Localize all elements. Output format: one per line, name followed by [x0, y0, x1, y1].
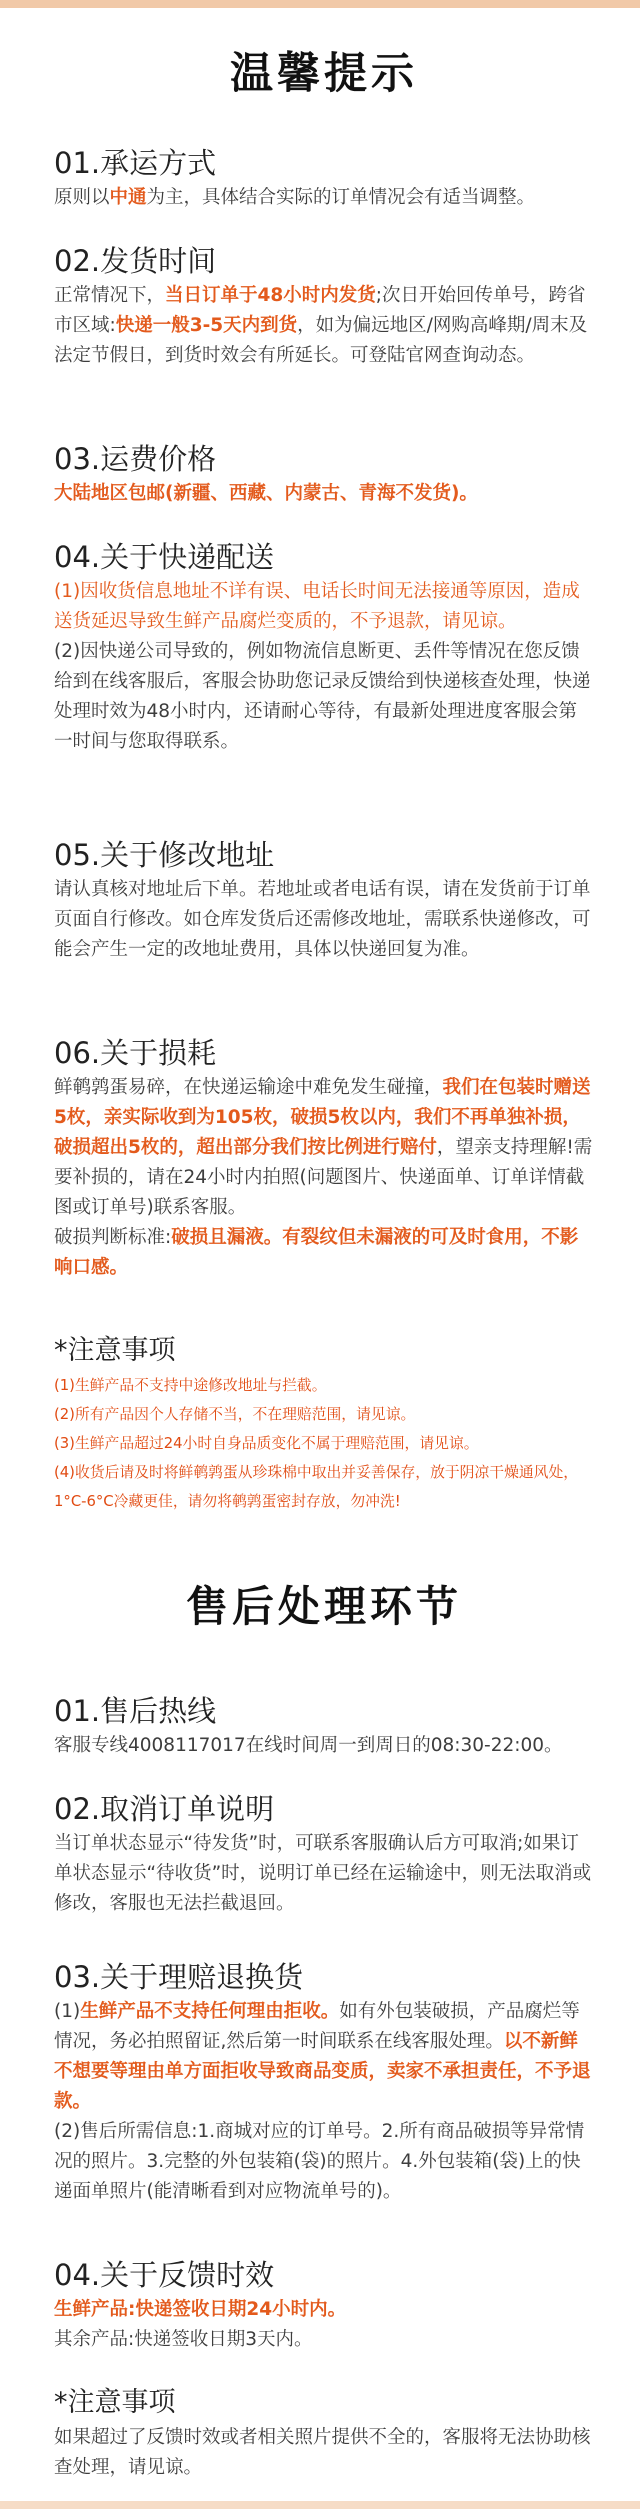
- aftersale-title: 售后处理环节: [185, 1582, 462, 1631]
- section-heading: 06.关于损耗: [54, 1036, 217, 1070]
- section-text: 如果超过了反馈时效或者相关照片提供不全的，客服将无法协助核查处理，请见谅。: [54, 2427, 591, 2478]
- section-heading: 02.发货时间: [54, 244, 217, 278]
- bottom-accent-bar: [0, 2501, 640, 2509]
- section-heading: 04.关于快递配送: [54, 540, 275, 574]
- top-accent-bar: [0, 0, 640, 8]
- section-hotline: [54, 1691, 594, 1761]
- page-title: 温馨提示: [230, 49, 418, 99]
- section-text-2: (2)售后所需信息:1.商城对应的订单号。2.所有商品破损等异常情况的照片。3.完整的外包装箱(袋)的照片。4.外包装箱(袋)上的快递面单照片(能清晰看到对应物流单号的)。: [54, 2121, 585, 2202]
- section-heading: 02.取消订单说明: [54, 1792, 275, 1826]
- section-text-1: (1)生鲜产品不支持任何理由拒收。如有外包装破损，产品腐烂等情况，务必拍照留证,然后第一时间联系在线客服处理。以不新鲜不想要等理由单方面拒收导致商品变质，卖家不承担责任，不予退款。: [54, 2001, 591, 2112]
- section-text-1: 生鲜产品:快递签收日期24小时内。: [54, 2299, 347, 2320]
- section-text: 客服专线4008117017在线时间周一到周日的08:30-22:00。: [54, 1735, 563, 1756]
- section-text: 正常情况下，当日订单于48小时内发货;次日开始回传单号，跨省市区域:快递一般3-5天内到货，如为偏远地区/网购高峰期/周末及法定节假日，到货时效会有所延长。可登陆官网查询动态。: [54, 285, 588, 366]
- section-shipping-fee: [54, 439, 594, 509]
- note-item: (3)生鲜产品超过24小时自身品质变化不属于理赔范围，请见谅。: [54, 1435, 479, 1452]
- section-delivery-time: [54, 241, 594, 371]
- section-heading: 05.关于修改地址: [54, 838, 275, 872]
- section-text-2: (2)因快递公司导致的，例如物流信息断更、丢件等情况在您反馈给到在线客服后，客服会协助您记录反馈给到快递核查处理，快递处理时效为48小时内，还请耐心等待，有最新处理进度客服会第一时间与您取得联系。: [54, 641, 591, 752]
- section-breakage: [54, 1033, 594, 1283]
- section-text: 请认真核对地址后下单。若地址或者电话有误，请在发货前于订单页面自行修改。如仓库发货后还需修改地址，需联系快递修改，可能会产生一定的改地址费用，具体以快递回复为准。: [54, 879, 591, 960]
- section-heading: 03.运费价格: [54, 442, 217, 476]
- section-text: 大陆地区包邮(新疆、西藏、内蒙古、青海不发货)。: [54, 483, 478, 504]
- section-heading: 01.售后热线: [54, 1694, 217, 1728]
- section-text: 当订单状态显示“待发货”时，可联系客服确认后方可取消;如果订单状态显示“待收货”时，说明订单已经在运输途中，则无法取消或修改，客服也无法拦截退回。: [54, 1833, 592, 1914]
- note-item: (2)所有产品因个人存储不当，不在理赔范围，请见谅。: [54, 1406, 416, 1423]
- section-heading: 03.关于理赔退换货: [54, 1960, 304, 1994]
- section-text-1: 鲜鹌鹑蛋易碎，在快递运输途中难免发生碰撞，我们在包装时赠送5枚，亲实际收到为105枚，破损5枚以内，我们不再单独补损，破损超出5枚的，超出部分我们按比例进行赔付，望亲支持理解!需要补损的，请在24小时内拍照(问题图片、快递面单、订单详情截图或订单号)联系客服。: [54, 1077, 593, 1218]
- section-cancel-order: [54, 1789, 594, 1919]
- section-heading: 01.承运方式: [54, 146, 217, 180]
- section-text-1: (1)因收货信息地址不详有误、电话长时间无法接通等原因，造成送货延迟导致生鲜产品腐烂变质的，不予退款，请见谅。: [54, 581, 580, 632]
- section-text: 原则以中通为主，具体结合实际的订单情况会有适当调整。: [54, 187, 536, 208]
- notes-heading: *注意事项: [54, 1335, 176, 1366]
- note-item: (4)收货后请及时将鲜鹌鹑蛋从珍珠棉中取出并妥善保存，放于阴凉干燥通风处，1°C-6°C冷藏更佳，请勿将鹌鹑蛋密封存放，勿冲洗!: [54, 1464, 579, 1510]
- section-text-2: 其余产品:快递签收日期3天内。: [54, 2329, 313, 2350]
- section-change-address: [54, 835, 594, 965]
- note-item: (1)生鲜产品不支持中途修改地址与拦截。: [54, 1377, 327, 1394]
- section-text-2: 破损判断标准:破损且漏液。有裂纹但未漏液的可及时食用，不影响口感。: [54, 1227, 579, 1278]
- notes-part1: [54, 1331, 594, 1516]
- section-heading: 04.关于反馈时效: [54, 2258, 275, 2292]
- section-delivery: [54, 537, 594, 757]
- section-claims: [54, 1957, 594, 2207]
- notes-part2: [54, 2383, 594, 2483]
- section-feedback-time: [54, 2255, 594, 2355]
- notes-heading: *注意事项: [54, 2387, 176, 2418]
- section-shipping-method: [54, 143, 594, 213]
